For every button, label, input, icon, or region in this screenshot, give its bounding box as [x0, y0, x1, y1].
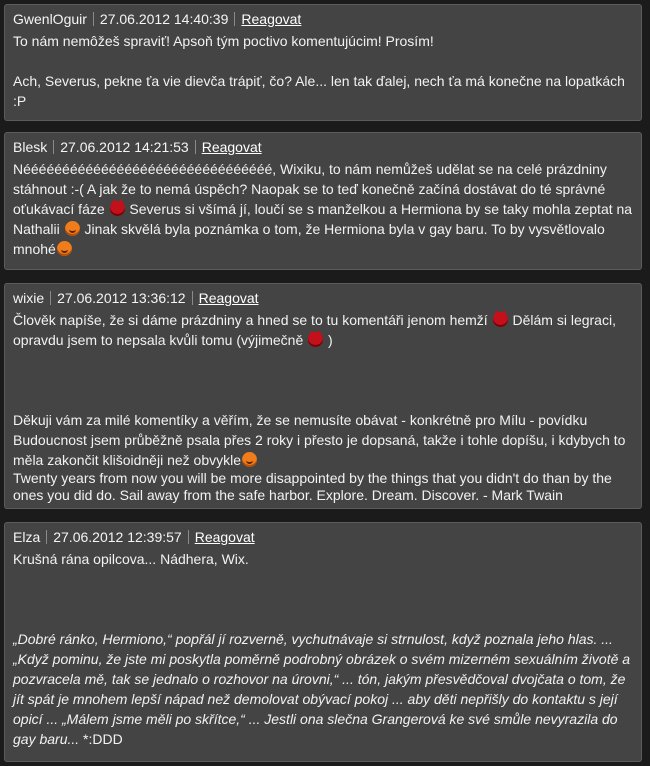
comment-text: Děkuji vám za milé komentíky a věřím, že se nemusíte obávat - konkrétně pro Mílu - povídku Budoucnost jsem průběžně psala přes 2 roky i přesto je dopsaná, takže i tohle dopíšu, i kdybych to měla zakončit klišoidněji než obvykle [13, 412, 626, 468]
reply-link[interactable]: Reagovat [201, 139, 262, 155]
comment-text: Néééééééééééééééééééééééééééééééé, Wixiku, to nám nemůžeš udělat se na celé prázdniny stáhnout :-( A jak že to nemá úspěch? Naopak se to teď konečně začíná dostávat do té správné oťukávací fáze Severus si všímá jí, loučí se s manželkou a Hermiona by se taky mohla zeptat na Nathalii Jinak skvělá byla poznámka o tom, že Hermiona byla v gay baru. To by vysvětlovalo mnohé [13, 161, 633, 257]
comment-card [4, 522, 642, 762]
devil-emoticon-icon [110, 201, 125, 216]
comment-text: Člověk napíše, že si dáme prázdniny a hned se to tu komentáři jenom hemží Dělám si legraci, opravdu jsem to nepsala kvůli tomu (výjimečně ) [13, 312, 616, 348]
separator [93, 12, 94, 26]
separator [46, 530, 47, 544]
comment-author: GwenlOguir [13, 11, 87, 27]
comment-author: Elza [13, 529, 41, 545]
comment-card [4, 132, 642, 270]
comment-card [4, 4, 642, 121]
comment-card [4, 283, 642, 509]
smile-emoticon-icon [65, 221, 80, 236]
comment-date: 27.06.2012 12:39:57 [53, 529, 182, 545]
separator [234, 12, 235, 26]
comment-meta [13, 137, 633, 157]
separator [53, 140, 54, 154]
comment-meta [13, 527, 633, 547]
devil-emoticon-icon [308, 332, 323, 347]
comment-text: Ach, Severus, pekne ťa vie dievča trápiť, čo? Ale... len tak ďalej, nech ťa má konečne na lopatkách :P [13, 73, 625, 109]
separator [50, 291, 51, 305]
reply-link[interactable]: Reagovat [198, 290, 259, 306]
comment-date: 27.06.2012 14:21:53 [60, 139, 189, 155]
separator [195, 140, 196, 154]
comment-body [13, 159, 633, 259]
comment-author: Blesk [13, 139, 48, 155]
comment-meta [13, 288, 633, 308]
comment-body [13, 549, 633, 749]
comment-text: To nám nemôžeš spraviť! Apsoň tým poctivo komentujúcim! Prosím! [13, 33, 434, 49]
comment-body [13, 31, 633, 111]
devil-emoticon-icon [493, 312, 508, 327]
comment-date: 27.06.2012 14:40:39 [99, 11, 229, 27]
reply-link[interactable]: Reagovat [241, 11, 302, 27]
separator [192, 291, 193, 305]
smile-emoticon-icon [57, 241, 72, 256]
reply-link[interactable]: Reagovat [194, 529, 255, 545]
comment-date: 27.06.2012 13:36:12 [57, 290, 186, 306]
comment-quote: „Dobré ránko, Hermiono,“ popřál jí rozverně, vychutnávaje si strnulost, když poznala jeho hlas. ... „Když pominu, že jste mi poskytla poměrně podrobný obrázek o svém mizerném sexuálním životě a pozvracela mě, tak se jednalo o rozhovor na úrovni,“ ... tón, jakým přesvědčoval dvojčata o tom, že jít spát je mnohem lepší nápad než demolovat obývací pokoj ... aby děti nepřišly do kontaktu s její opicí ... „Málem jsme měli po skřítce,“ ... Jestli ona slečna Grangerová ke své smůle nevyrazila do gay baru... *:DDD [13, 631, 631, 747]
comment-author: wixie [13, 290, 45, 306]
separator [188, 530, 189, 544]
smile-emoticon-icon [242, 452, 257, 467]
comment-meta [13, 9, 633, 29]
comment-signature: Twenty years from now you will be more disappointed by the things that you didn't do than by the ones you did do. Sail away from the safe harbor. Explore. Dream. Discover. - Mark Twain [13, 470, 612, 503]
comment-body [13, 310, 633, 504]
comment-text: Krušná rána opilcova... Nádhera, Wix. [13, 551, 249, 567]
